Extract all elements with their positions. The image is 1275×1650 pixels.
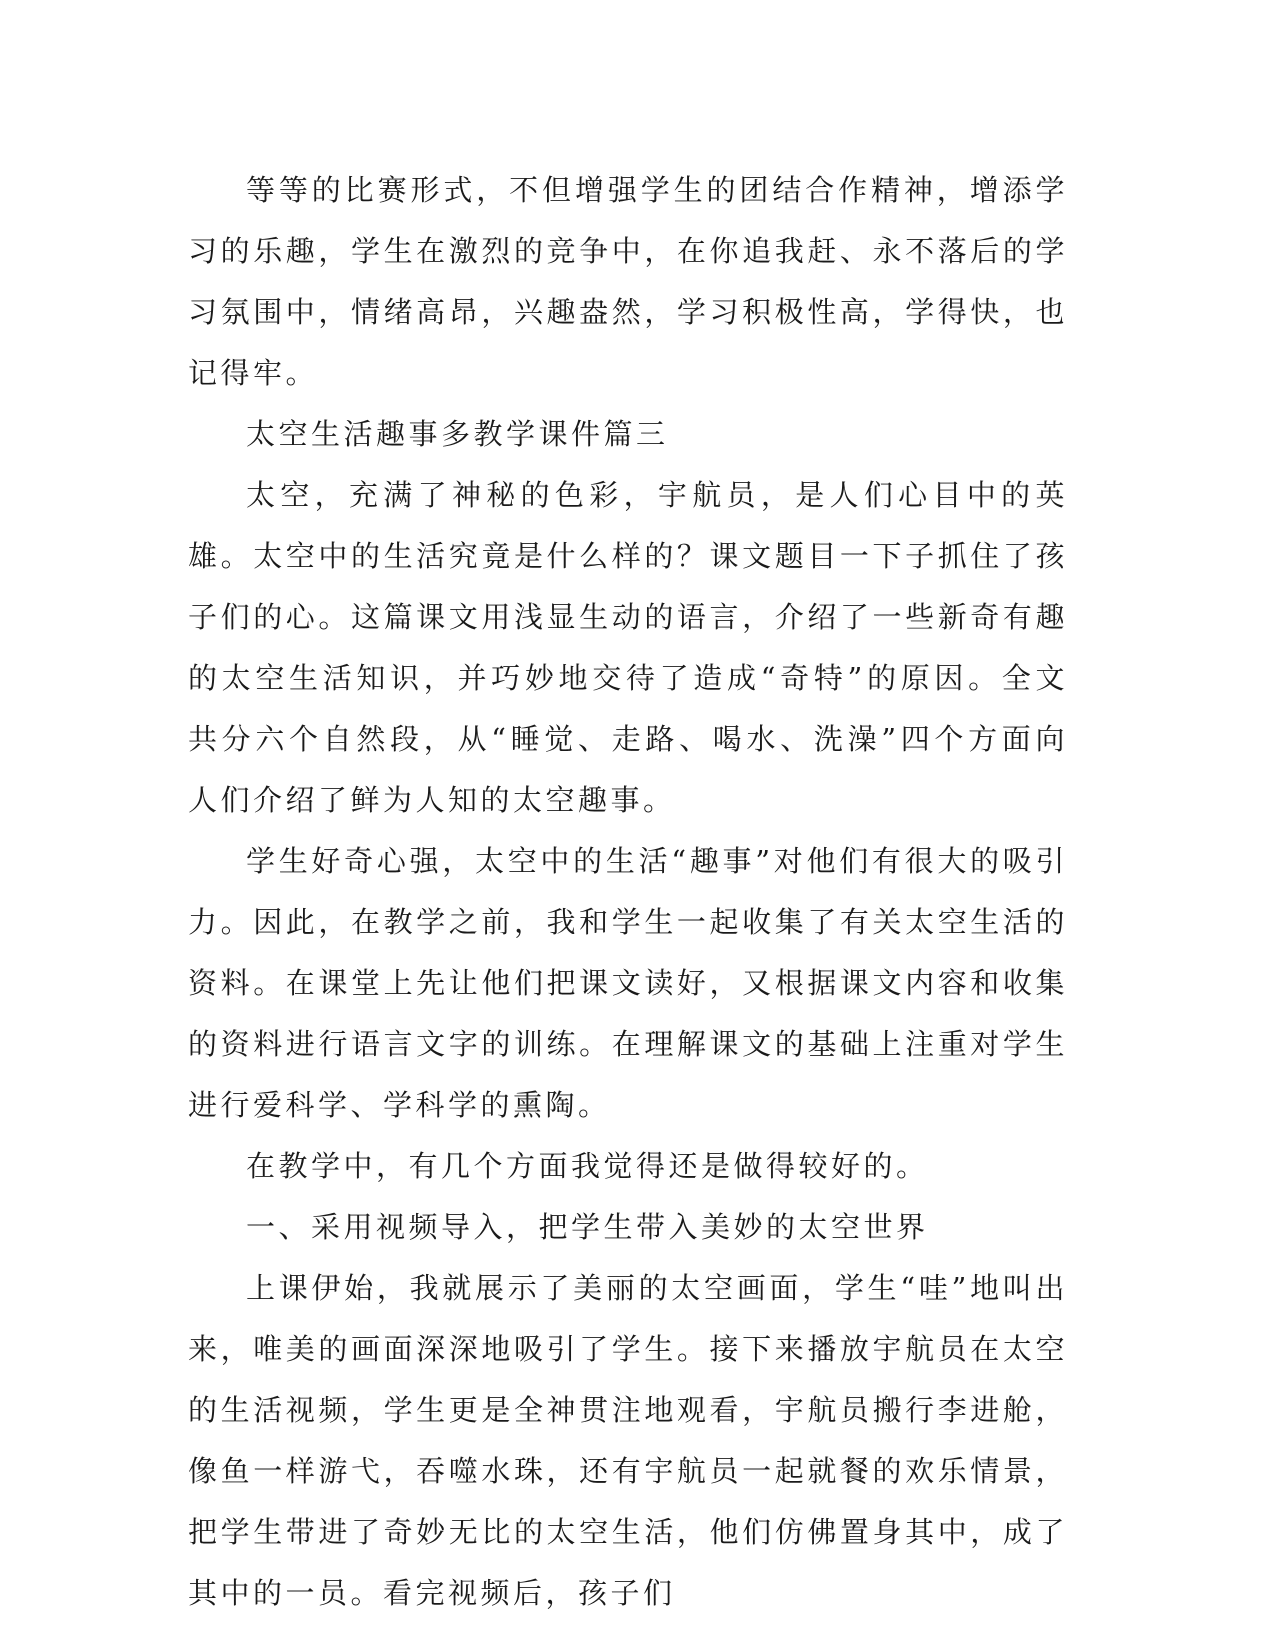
paragraph-3: 学生好奇心强，太空中的生活“趣事”对他们有很大的吸引力。因此，在教学之前，我和学生一起收集了有关太空生活的资料。在课堂上先让他们把课文读好，又根据课文内容和收集的资料进行语言文字的训练。在理解课文的基础上注重对学生进行爱科学、学科学的熏陶。 xyxy=(188,844,1068,1122)
subheading-1: 一、采用视频导入，把学生带入美妙的太空世界 xyxy=(246,1210,929,1244)
document-body xyxy=(188,160,1068,1624)
paragraph-4: 在教学中，有几个方面我觉得还是做得较好的。 xyxy=(246,1149,929,1183)
paragraph-5: 上课伊始，我就展示了美丽的太空画面，学生“哇”地叫出来，唯美的画面深深地吸引了学生。接下来播放宇航员在太空的生活视频，学生更是全神贯注地观看，宇航员搬行李进舱，像鱼一样游弋，吞噬水珠，还有宇航员一起就餐的欢乐情景，把学生带进了奇妙无比的太空生活，他们仿佛置身其中，成了其中的一员。看完视频后，孩子们 xyxy=(188,1271,1068,1610)
section-heading: 太空生活趣事多教学课件篇三 xyxy=(246,417,669,451)
paragraph-1: 等等的比赛形式，不但增强学生的团结合作精神，增添学习的乐趣，学生在激烈的竞争中，在你追我赶、永不落后的学习氛围中，情绪高昂，兴趣盎然，学习积极性高，学得快，也记得牢。 xyxy=(188,173,1068,390)
paragraph-2: 太空，充满了神秘的色彩，宇航员，是人们心目中的英雄。太空中的生活究竟是什么样的？课文题目一下子抓住了孩子们的心。这篇课文用浅显生动的语言，介绍了一些新奇有趣的太空生活知识，并巧妙地交待了造成“奇特”的原因。全文共分六个自然段，从“睡觉、走路、喝水、洗澡”四个方面向人们介绍了鲜为人知的太空趣事。 xyxy=(188,478,1068,817)
